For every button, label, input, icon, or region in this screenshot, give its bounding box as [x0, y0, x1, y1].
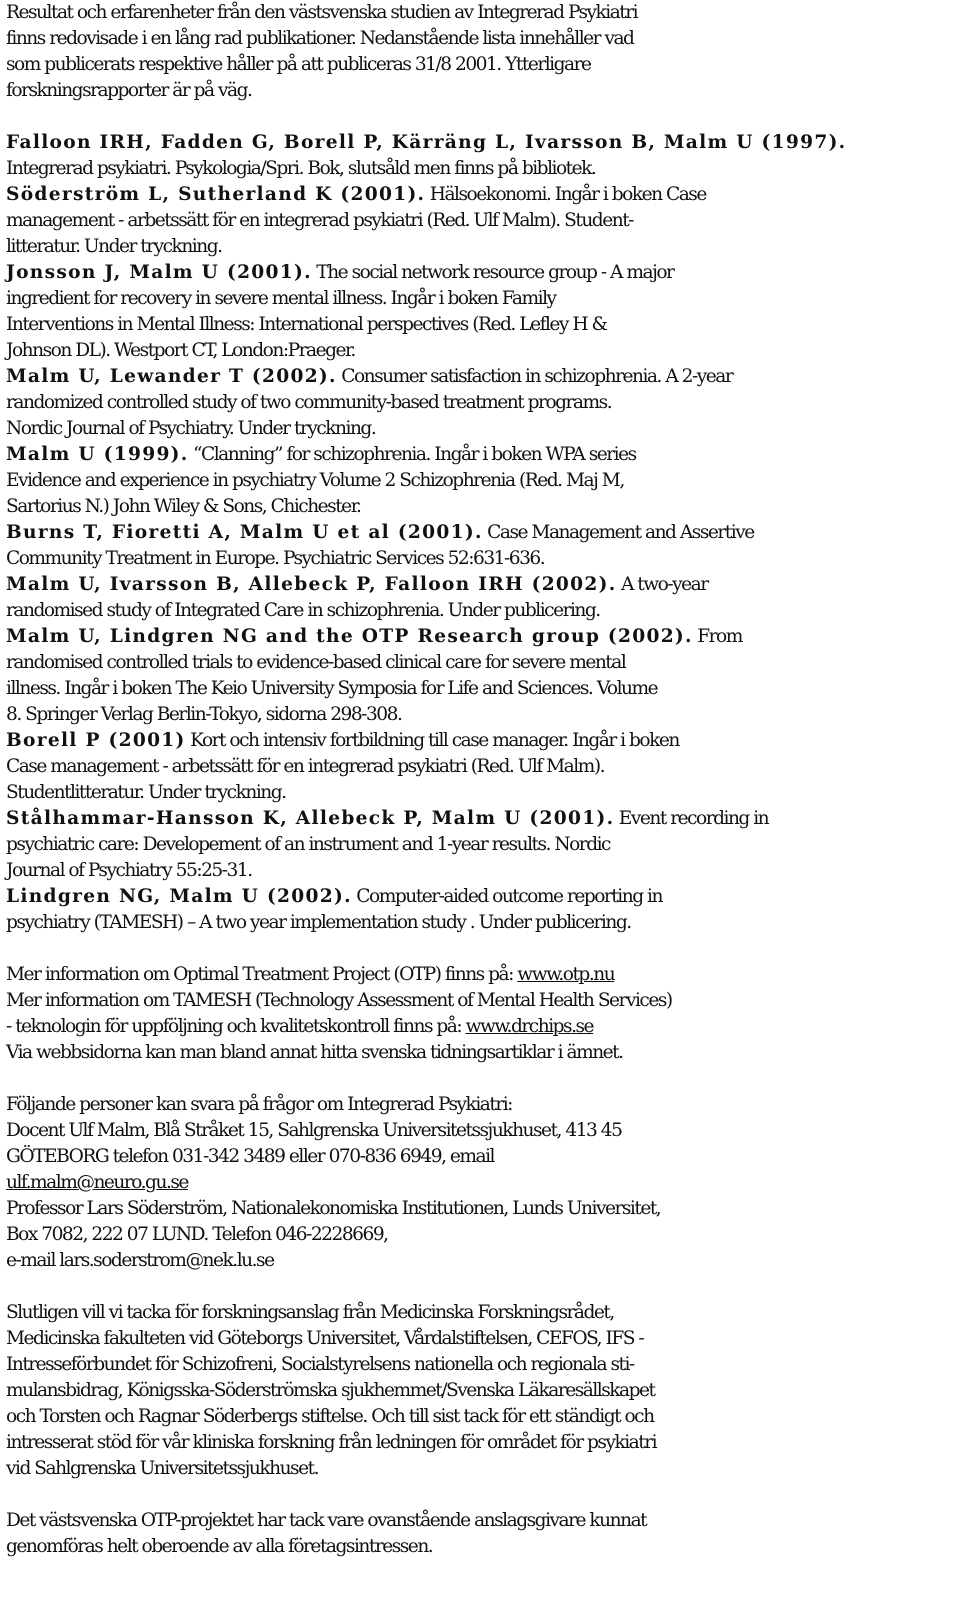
- spacer: [6, 936, 940, 962]
- reference-text: Computer-aided outcome reporting in: [351, 886, 662, 907]
- text-line: psychiatric care: Developement of an instrument and 1-year results. Nordic: [6, 834, 610, 855]
- text-line: vid Sahlgrenska Universitetssjukhuset.: [6, 1458, 318, 1479]
- closing-paragraph: [6, 1508, 940, 1560]
- reference-authors-line: [6, 520, 940, 546]
- reference-authors: Malm U (1999).: [6, 444, 189, 465]
- drchips-website-link[interactable]: www.drchips.se: [465, 1016, 594, 1037]
- text-line: forskningsrapporter är på väg.: [6, 80, 252, 101]
- text-line: Via webbsidorna kan man bland annat hitta svenska tidningsartiklar i ämnet.: [6, 1042, 623, 1063]
- reference-authors-line: [6, 572, 940, 598]
- text-line: Case management - arbetssätt för en integrerad psykiatri (Red. Ulf Malm).: [6, 756, 604, 777]
- spacer: [6, 104, 940, 130]
- text-line: Studentlitteratur. Under tryckning.: [6, 782, 286, 803]
- acknowledgements-paragraph: [6, 1300, 940, 1482]
- text-line: Johnson DL). Westport CT, London:Praeger.: [6, 340, 355, 361]
- reference-authors-line: [6, 884, 940, 910]
- text-line: randomized controlled study of two community-based treatment programs.: [6, 392, 612, 413]
- text-line: genomföras helt oberoende av alla företagsintressen.: [6, 1536, 433, 1557]
- reference-authors: Stålhammar-Hansson K, Allebeck P, Malm U (2001).: [6, 808, 615, 829]
- info-text: Mer information om Optimal Treatment Project (OTP) finns på:: [6, 964, 518, 985]
- reference-authors: Burns T, Fioretti A, Malm U et al (2001).: [6, 522, 483, 543]
- text-line: ingredient for recovery in severe mental illness. Ingår i boken Family: [6, 288, 556, 309]
- contacts-paragraph: [6, 1092, 940, 1274]
- text-line: som publicerats respektive håller på att publiceras 31/8 2001. Ytterligare: [6, 54, 591, 75]
- text-line: randomised study of Integrated Care in schizophrenia. Under publicering.: [6, 600, 600, 621]
- text-line: e-mail lars.soderstrom@nek.lu.se: [6, 1250, 274, 1271]
- text-line: randomised controlled trials to evidence-based clinical care for severe mental: [6, 652, 626, 673]
- text-line: Mer information om TAMESH (Technology Assessment of Mental Health Services): [6, 990, 672, 1011]
- publication-list: [6, 130, 940, 936]
- reference-authors-line: [6, 442, 940, 468]
- reference-authors: Falloon IRH, Fadden G, Borell P, Kärräng L, Ivarsson B, Malm U (1997).: [6, 132, 847, 153]
- reference-authors: Malm U, Lindgren NG and the OTP Research group (2002).: [6, 626, 693, 647]
- more-info-paragraph: [6, 962, 940, 1066]
- text-line: Nordic Journal of Psychiatry. Under tryckning.: [6, 418, 376, 439]
- reference-authors: Borell P (2001): [6, 730, 186, 751]
- reference-text: Case Management and Assertive: [482, 522, 754, 543]
- text-line: Integrerad psykiatri. Psykologia/Spri. Bok, slutsåld men finns på bibliotek.: [6, 158, 596, 179]
- spacer: [6, 1274, 940, 1300]
- text-line: Box 7082, 222 07 LUND. Telefon 046-2228669,: [6, 1224, 388, 1245]
- reference-text: The social network resource group - A major: [311, 262, 674, 283]
- text-line: Community Treatment in Europe. Psychiatric Services 52:631-636.: [6, 548, 545, 569]
- text-line: Sartorius N.) John Wiley & Sons, Chichester.: [6, 496, 361, 517]
- reference-authors: Malm U, Ivarsson B, Allebeck P, Falloon IRH (2002).: [6, 574, 617, 595]
- text-line: [6, 962, 940, 988]
- reference-authors-line: [6, 728, 940, 754]
- text-line: Det västsvenska OTP-projektet har tack vare ovanstående anslagsgivare kunnat: [6, 1510, 647, 1531]
- reference-text: From: [692, 626, 742, 647]
- reference-text: Consumer satisfaction in schizophrenia. A 2-year: [336, 366, 733, 387]
- text-line: illness. Ingår i boken The Keio University Symposia for Life and Sciences. Volume: [6, 678, 658, 699]
- reference-authors: Malm U, Lewander T (2002).: [6, 366, 337, 387]
- text-line: 8. Springer Verlag Berlin-Tokyo, sidorna 298-308.: [6, 704, 402, 725]
- spacer: [6, 1066, 940, 1092]
- text-line: Medicinska fakulteten vid Göteborgs Universitet, Vårdalstiftelsen, CEFOS, IFS -: [6, 1328, 644, 1349]
- text-line: Docent Ulf Malm, Blå Stråket 15, Sahlgrenska Universitetssjukhuset, 413 45: [6, 1120, 622, 1141]
- reference-text: Event recording in: [614, 808, 769, 829]
- text-line: mulansbidrag, Königsska-Söderströmska sjukhemmet/Svenska Läkaresällskapet: [6, 1380, 655, 1401]
- text-line: och Torsten och Ragnar Söderbergs stiftelse. Och till sist tack för ett ständigt och: [6, 1406, 654, 1427]
- text-line: [6, 1170, 940, 1196]
- text-line: intresserat stöd för vår kliniska forskning från ledningen för området för psykiatri: [6, 1432, 657, 1453]
- reference-authors: Lindgren NG, Malm U (2002).: [6, 886, 352, 907]
- reference-authors: Söderström L, Sutherland K (2001).: [6, 184, 426, 205]
- text-line: Interventions in Mental Illness: International perspectives (Red. Lefley H &: [6, 314, 607, 335]
- text-line: [6, 1014, 940, 1040]
- text-line: Evidence and experience in psychiatry Volume 2 Schizophrenia (Red. Maj M,: [6, 470, 624, 491]
- reference-authors-line: [6, 364, 940, 390]
- reference-authors-line: [6, 260, 940, 286]
- text-line: finns redovisade i en lång rad publikationer. Nedanstående lista innehåller vad: [6, 28, 634, 49]
- reference-authors: Jonsson J, Malm U (2001).: [6, 262, 312, 283]
- reference-text: A two-year: [616, 574, 708, 595]
- text-line: Professor Lars Söderström, Nationalekonomiska Institutionen, Lunds Universitet,: [6, 1198, 661, 1219]
- text-line: Resultat och erfarenheter från den västsvenska studien av Integrerad Psykiatri: [6, 2, 638, 23]
- reference-authors-line: [6, 130, 940, 156]
- text-line: Journal of Psychiatry 55:25-31.: [6, 860, 252, 881]
- text-line: Följande personer kan svara på frågor om Integrerad Psykiatri:: [6, 1094, 512, 1115]
- text-line: management - arbetssätt för en integrerad psykiatri (Red. Ulf Malm). Student-: [6, 210, 633, 231]
- text-line: litteratur. Under tryckning.: [6, 236, 222, 257]
- reference-authors-line: [6, 624, 940, 650]
- text-line: GÖTEBORG telefon 031-342 3489 eller 070-836 6949, email: [6, 1146, 495, 1167]
- text-line: psychiatry (TAMESH) – A two year implementation study . Under publicering.: [6, 912, 631, 933]
- reference-text: Kort och intensiv fortbildning till case manager. Ingår i boken: [185, 730, 679, 751]
- otp-website-link[interactable]: www.otp.nu: [517, 964, 615, 985]
- intro-paragraph: [6, 0, 940, 104]
- spacer: [6, 1482, 940, 1508]
- text-line: Intresseförbundet för Schizofreni, Socialstyrelsens nationella och regionala sti-: [6, 1354, 634, 1375]
- info-text: - teknologin för uppföljning och kvalitetskontroll finns på:: [6, 1016, 466, 1037]
- email-link[interactable]: ulf.malm@neuro.gu.se: [6, 1172, 188, 1193]
- reference-text: Hälsoekonomi. Ingår i boken Case: [425, 184, 706, 205]
- text-line: Slutligen vill vi tacka för forskningsanslag från Medicinska Forskningsrådet,: [6, 1302, 614, 1323]
- reference-text: “Clanning” for schizophrenia. Ingår i boken WPA series: [188, 444, 636, 465]
- reference-authors-line: [6, 806, 940, 832]
- reference-authors-line: [6, 182, 940, 208]
